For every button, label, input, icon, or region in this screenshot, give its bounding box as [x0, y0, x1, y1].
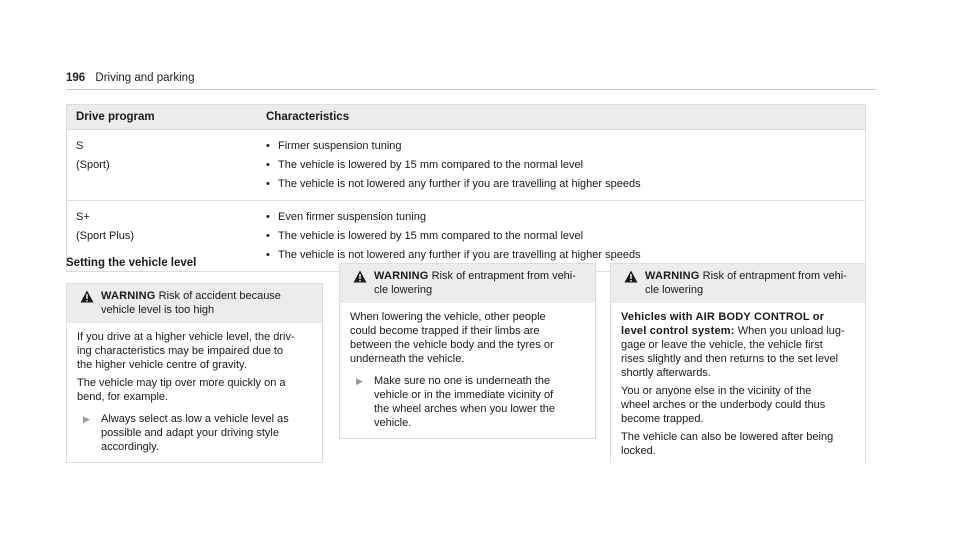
program-label: (Sport Plus): [76, 230, 135, 242]
warning-label: WARNING: [645, 270, 700, 282]
bullet-icon: •: [266, 178, 270, 190]
list-item: • The vehicle is lowered by 15 mm compared to the normal level: [264, 156, 865, 175]
bullet-icon: •: [266, 249, 270, 261]
warning-body: [611, 303, 865, 470]
list-item: • The vehicle is not lowered any further if you are travelling at higher speeds: [264, 175, 865, 194]
chapter-title: Driving and parking: [95, 72, 195, 84]
warning-triangle-icon: [350, 269, 374, 297]
warning-paragraph: Vehicles with AIR BODY CONTROL or level control system: When you unload lug- gage or leave the vehicle, the vehicle first rises slightly and then returns to the set level shortly afterwards.: [621, 311, 845, 379]
col-header-drive-program: Drive program: [76, 111, 155, 123]
warning-heading: Risk of entrapment from vehi-: [699, 270, 847, 282]
list-item: • The vehicle is not lowered any further if you are travelling at higher speeds: [264, 246, 865, 265]
warning-heading-cont: cle lowering: [645, 284, 704, 296]
warning-box-accident: [66, 283, 323, 463]
warning-triangle-icon: [621, 269, 645, 297]
action-step: [350, 374, 585, 430]
program-label: (Sport): [76, 159, 110, 171]
characteristics-list: [264, 208, 865, 265]
action-arrow-icon: ▶: [83, 414, 90, 424]
warning-paragraph: The vehicle can also be lowered after being locked.: [621, 431, 834, 457]
warning-header: [67, 284, 322, 323]
col-header-characteristics: Characteristics: [266, 111, 350, 123]
warning-paragraph: If you drive at a higher vehicle level, the driv- ing characteristics may be impaired due to the higher vehicle centre of gravity.: [77, 331, 295, 371]
drive-program-table: [66, 104, 866, 272]
warning-heading-cont: vehicle level is too high: [101, 304, 215, 316]
action-text: Always select as low a vehicle level as possible and adapt your driving style accordingly.: [101, 413, 289, 453]
action-text: Make sure no one is underneath the vehicle or in the immediate vicinity of the wheel arches when you lower the vehicle.: [374, 375, 555, 429]
warning-heading-cont: cle lowering: [374, 284, 433, 296]
bullet-icon: •: [266, 211, 270, 223]
action-step: [77, 412, 312, 454]
drive-program-name: [67, 137, 264, 194]
warning-header: [611, 264, 865, 303]
list-item: • Even firmer suspension tuning: [264, 208, 865, 227]
bullet-icon: •: [266, 230, 270, 242]
list-item: • Firmer suspension tuning: [264, 137, 865, 156]
warning-header: [340, 264, 595, 303]
warning-body: [340, 303, 595, 438]
warning-paragraph: You or anyone else in the vicinity of the wheel arches or the underbody could thus become trapped.: [621, 385, 826, 425]
warning-paragraph: The vehicle may tip over more quickly on a bend, for example.: [77, 377, 286, 403]
header-divider: [66, 89, 876, 90]
warning-label: WARNING: [374, 270, 429, 282]
warning-box-air-body-control: [610, 263, 866, 463]
warning-body: [67, 323, 322, 462]
characteristics-list: [264, 137, 865, 194]
table-header: [67, 105, 865, 129]
action-arrow-icon: ▶: [356, 376, 363, 386]
warning-label: WARNING: [101, 290, 156, 302]
warning-heading: Risk of entrapment from vehi-: [428, 270, 576, 282]
warning-heading: Risk of accident because: [155, 290, 281, 302]
bullet-icon: •: [266, 140, 270, 152]
warning-triangle-icon: [77, 289, 101, 317]
list-item: • The vehicle is lowered by 15 mm compared to the normal level: [264, 227, 865, 246]
program-code: S+: [76, 211, 90, 223]
program-code: S: [76, 140, 84, 152]
table-row: [67, 129, 865, 200]
page-header: [66, 72, 194, 84]
section-title: Setting the vehicle level: [66, 257, 197, 269]
warning-box-entrapment: [339, 263, 596, 439]
page-number: 196: [66, 72, 86, 84]
bullet-icon: •: [266, 159, 270, 171]
warning-paragraph: When lowering the vehicle, other people could become trapped if their limbs are between the vehicle body and the tyres or underneath the vehicle.: [350, 311, 554, 365]
